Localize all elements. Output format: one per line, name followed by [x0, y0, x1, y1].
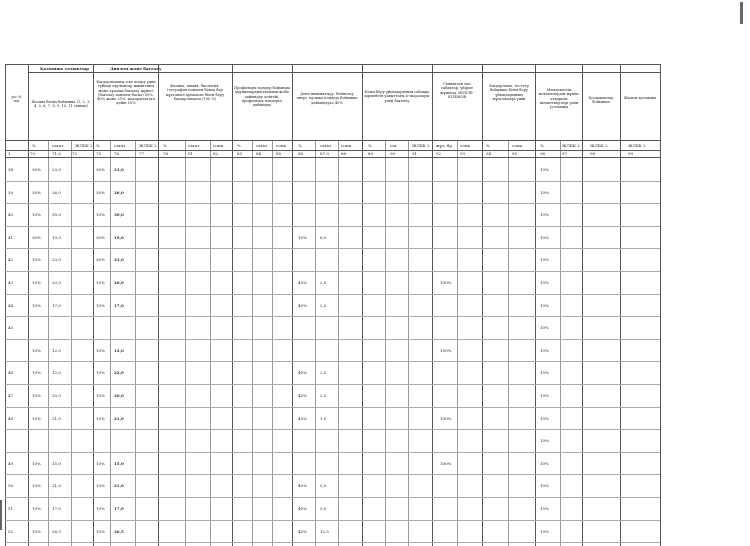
header-col-9: Мемлекеттік мекемелердің жұмыс атқарған қызметкерлері үшін үстемақы — [538, 88, 580, 110]
row-value-5: 2,0 — [320, 370, 327, 376]
row-percent-9: 10% — [540, 460, 549, 466]
row-number: 52 — [8, 528, 14, 534]
row-percent-9: 10% — [540, 370, 549, 376]
row-divider — [5, 226, 660, 227]
row-percent-2: 30% — [96, 257, 105, 263]
row-percent-1: 10% — [32, 280, 41, 285]
row-hours-2: 22,0 — [114, 370, 124, 376]
column-number-cell: 72 — [72, 151, 78, 156]
row-hours-2: 23,0 — [114, 167, 124, 172]
column-number-cell: 84 — [256, 151, 262, 156]
subheader-cell: % — [32, 143, 36, 148]
column-number-cell: 71,0 — [52, 151, 61, 156]
subheader-cell: ЖЛБК 2 — [139, 143, 157, 148]
row-hours-2: 21,0 — [114, 415, 124, 421]
row-divider — [5, 294, 660, 295]
row-percent-7: 100% — [440, 460, 452, 466]
row-hours-1: 20,0 — [52, 393, 61, 398]
row-hours-1: 23,0 — [52, 257, 61, 263]
row-hours-2: 20,0 — [114, 280, 124, 285]
subheader-cell: % — [96, 143, 100, 148]
header-col-6: Білім беру ұйымдарының сабаққа кірмейтін уақыттағы іс-шаралары үшін бағалау — [364, 90, 430, 103]
row-percent-5: 40% — [298, 506, 307, 511]
row-percent-1: 10% — [32, 393, 41, 398]
header-col-5: Дене шынықтыру, бейнелеу өнері, музыка пәндері бойынша дайындауға 40% — [296, 92, 358, 105]
subheader-cell: % — [486, 143, 490, 148]
row-percent-9: 10% — [540, 257, 549, 263]
row-hours-2: 30,0 — [114, 212, 124, 218]
row-percent-2: 10% — [96, 393, 105, 398]
row-percent-1: 30% — [32, 189, 41, 195]
row-percent-5: 40% — [298, 528, 307, 534]
row-percent-9: 10% — [540, 347, 549, 353]
column-number-cell: 75 — [96, 151, 102, 156]
row-percent-9: 10% — [540, 483, 549, 489]
row-hours-1: 19,0 — [52, 234, 61, 240]
column-number-cell: 94 — [486, 151, 492, 156]
row-divider — [5, 474, 660, 475]
column-number-cell: 85 — [276, 151, 282, 156]
row-hours-2: 26,0 — [114, 189, 124, 195]
row-hours-1: 26,0 — [52, 189, 61, 195]
row-divider — [5, 542, 660, 543]
row-percent-9: 10% — [540, 325, 549, 331]
row-percent-2: 30% — [96, 234, 105, 240]
column-number-cell: 92 — [436, 151, 442, 156]
row-percent-9: 10% — [540, 528, 549, 534]
subheader-cell: сағат — [320, 143, 332, 148]
row-value-5: 12,5 — [320, 528, 329, 534]
column-number-cell: 1 — [8, 151, 11, 156]
scan-mark — [740, 2, 743, 24]
row-percent-1: 10% — [32, 302, 41, 308]
row-number: 47 — [8, 393, 14, 398]
subheader-cell: % — [298, 143, 302, 148]
row-value-5: 2,0 — [320, 393, 327, 398]
row-percent-9: 10% — [540, 189, 549, 195]
row-hours-1: 23,0 — [52, 167, 61, 172]
row-divider — [5, 407, 660, 408]
subheader-cell: сома — [276, 143, 287, 148]
column-number-cell: 89 — [368, 151, 374, 156]
row-percent-7: 100% — [440, 347, 452, 353]
row-divider — [5, 203, 660, 204]
row-number: 45 — [8, 325, 14, 331]
row-value-5: 6,0 — [320, 234, 327, 240]
row-percent-1: 10% — [32, 483, 41, 489]
header-col-2: Бағдарламаны іске асыру үшін түйінді оқулықтар жиынтығы және аралық бағалау жүйесі (бағалау пәнінен басқа) 50%, 40% және 25%, жоғарылатуға дейін 10% — [96, 80, 156, 106]
row-percent-2: 10% — [96, 483, 105, 489]
row-percent-5: 40% — [298, 393, 307, 398]
row-percent-2: 10% — [96, 280, 105, 285]
row-percent-5: 40% — [298, 370, 307, 376]
row-number: 50 — [8, 483, 14, 489]
row-percent-7: 100% — [440, 280, 452, 285]
row-hours-1: 17,0 — [52, 506, 61, 511]
subheader-cell: сома — [341, 143, 352, 148]
subheader-cell: жұл. бр — [436, 143, 452, 148]
row-number: 42 — [8, 257, 14, 263]
row-number: 41 — [8, 234, 14, 240]
row-percent-9: 10% — [540, 506, 549, 511]
row-percent-2: 10% — [96, 528, 105, 534]
row-hours-2: 26,5 — [114, 528, 124, 534]
header-col-4: Профильдік пәндер бойынша оқушылардың ғылыми жоба дайындау деңгейі, профильдік пәндерге дайындау — [234, 86, 290, 108]
header-col-3: Физика, химия, биология, география пәнінен білімі бар мұғалімге арналған білім беру бағдарламасы (100 %) — [165, 84, 225, 101]
row-percent-1: 10% — [32, 415, 41, 421]
column-number-cell: 98 — [590, 151, 596, 156]
subheader-cell: сома — [460, 143, 471, 148]
row-divider — [5, 248, 660, 249]
scan-mark-left — [0, 500, 2, 530]
row-percent-5: 40% — [298, 280, 307, 285]
row-number: 40 — [8, 212, 14, 218]
header-col-11: Жалпы қосымша — [623, 96, 657, 100]
column-number-cell: 70 — [30, 151, 36, 156]
header-top-left: Қосымша толықтыр — [40, 66, 89, 71]
row-percent-9: 10% — [540, 167, 549, 172]
subheader-cell: сома — [512, 143, 523, 148]
row-percent-1: 30% — [32, 167, 41, 172]
subheader-cell: % — [237, 143, 241, 148]
row-hours-2: 12,0 — [114, 347, 124, 353]
subheader-cell: сағат — [114, 143, 126, 148]
column-number-cell: 77 — [139, 151, 145, 156]
column-number-cell: 78 — [163, 151, 169, 156]
header-col-8: Бағдарлама, тесттер бойынша білім беру ұйымдарының мұғалімдері үшін — [489, 84, 529, 101]
row-percent-9: 10% — [540, 212, 549, 218]
row-number: 44 — [8, 302, 14, 308]
row-number: 49 — [8, 460, 14, 466]
row-percent-2: 10% — [96, 212, 105, 218]
subheader-cell: сома — [213, 143, 224, 148]
row-hours-1: 17,0 — [52, 302, 61, 308]
column-number-cell: 76 — [114, 151, 120, 156]
row-percent-2: 10% — [96, 370, 105, 376]
row-hours-1: 15,0 — [52, 460, 61, 466]
row-divider — [5, 429, 660, 430]
row-percent-1: 10% — [32, 528, 41, 534]
row-percent-2: 30% — [96, 167, 105, 172]
row-percent-2: 30% — [96, 189, 105, 195]
row-number: 48 — [8, 415, 14, 421]
row-value-5: 5,0 — [320, 506, 327, 511]
row-percent-9: 10% — [540, 438, 549, 444]
row-number: 51 — [8, 506, 14, 511]
subheader-cell: сағат — [188, 143, 200, 148]
row-percent-9: 10% — [540, 280, 549, 285]
row-percent-7: 100% — [440, 415, 452, 421]
subheader-cell: сағат — [52, 143, 64, 148]
subheader-cell: ЖЛБК 2 — [75, 143, 93, 148]
row-percent-5: 10% — [298, 234, 307, 240]
column-number-cell: 81 — [188, 151, 194, 156]
row-percent-1: 10% — [32, 257, 41, 263]
column-number-cell: 95 — [512, 151, 518, 156]
row-value-5: 2,0 — [320, 302, 327, 308]
row-hours-1: 26,5 — [52, 528, 61, 534]
subheader-cell: % — [163, 143, 167, 148]
column-number-cell: 87,0 — [320, 151, 329, 156]
row-percent-9: 10% — [540, 393, 549, 398]
row-hours-1: 21,0 — [52, 415, 61, 421]
column-number-cell: 91 — [412, 151, 418, 156]
header-rownum: р/с № п/п — [11, 95, 22, 104]
row-value-5: 5,0 — [320, 483, 327, 489]
row-percent-1: 30% — [32, 234, 41, 240]
header-col-7: Сыныптан тыс сабақтар, үйірме жұмысы, НОБЛЕ-КҮЙІКОВ — [440, 82, 474, 99]
row-value-5: 2,0 — [320, 280, 327, 285]
column-number-cell: 99 — [628, 151, 634, 156]
row-number: 46 — [8, 370, 14, 376]
row-percent-5: 40% — [298, 302, 307, 308]
row-number: 43 — [8, 280, 14, 285]
row-percent-9: 10% — [540, 415, 549, 421]
column-number-cell: 83 — [237, 151, 243, 156]
row-value-5: 1,0 — [320, 415, 327, 421]
column-number-cell: 90 — [390, 151, 396, 156]
column-number-cell: 93 — [460, 151, 466, 156]
row-divider — [5, 520, 660, 521]
row-hours-1: 21,0 — [52, 483, 61, 489]
row-percent-2: 10% — [96, 415, 105, 421]
row-percent-2: 10% — [96, 347, 105, 353]
row-divider — [5, 339, 660, 340]
row-divider — [5, 497, 660, 498]
header-col-10: Қосымшалар бойынша — [588, 96, 614, 105]
row-number: 38 — [8, 167, 14, 172]
subheader-cell: % — [368, 143, 372, 148]
row-hours-1: 12,0 — [52, 347, 61, 353]
row-percent-9: 10% — [540, 302, 549, 308]
row-percent-5: 40% — [298, 415, 307, 421]
row-percent-1: 10% — [32, 460, 41, 466]
row-divider — [5, 384, 660, 385]
row-percent-1: 10% — [32, 347, 41, 353]
row-hours-2: 19,0 — [114, 234, 124, 240]
row-divider — [5, 271, 660, 272]
subheader-cell: % — [540, 143, 544, 148]
row-hours-1: 12,0 — [52, 370, 61, 376]
row-percent-1: 10% — [32, 370, 41, 376]
row-number: 39 — [8, 189, 14, 195]
subheader-cell: ЖЛБК 2 — [562, 143, 580, 148]
column-number-cell: 86 — [298, 151, 304, 156]
row-divider — [5, 316, 660, 317]
row-hours-2: 17,0 — [114, 302, 124, 308]
subheader-cell: ЖЛБК 2 — [412, 143, 430, 148]
row-hours-2: 17,0 — [114, 506, 124, 511]
subheader-cell: ЖЛБК 2 — [628, 143, 646, 148]
row-divider — [5, 452, 660, 453]
column-number-cell: 96 — [540, 151, 546, 156]
header-col-1: Жалпы бөлім бойынша (1, 2, 3, 4, 5, 6, 7, 8, 9, 10, 11 сынып) — [31, 100, 91, 109]
row-percent-1: 10% — [32, 212, 41, 218]
column-number-cell: 97 — [562, 151, 568, 156]
row-percent-5: 40% — [298, 483, 307, 489]
row-hours-2: 21,0 — [114, 483, 124, 489]
row-divider — [5, 361, 660, 362]
row-hours-2: 15,0 — [114, 460, 124, 466]
row-hours-2: 23,0 — [114, 257, 124, 263]
row-percent-2: 10% — [96, 460, 105, 466]
header-top-right: Диплом және бағалау — [110, 66, 162, 71]
row-percent-2: 10% — [96, 302, 105, 308]
row-percent-2: 10% — [96, 506, 105, 511]
row-hours-1: 20,0 — [52, 280, 61, 285]
row-hours-1: 30,0 — [52, 212, 61, 218]
row-hours-2: 20,0 — [114, 393, 124, 398]
column-number-cell: 88 — [341, 151, 347, 156]
row-percent-1: 10% — [32, 506, 41, 511]
column-number-cell: 82 — [213, 151, 219, 156]
subheader-cell: сағат — [256, 143, 268, 148]
subheader-cell: ЖЛБК 2 — [590, 143, 608, 148]
row-percent-9: 10% — [540, 234, 549, 240]
row-divider — [5, 181, 660, 182]
subheader-cell: сағ — [390, 143, 397, 148]
